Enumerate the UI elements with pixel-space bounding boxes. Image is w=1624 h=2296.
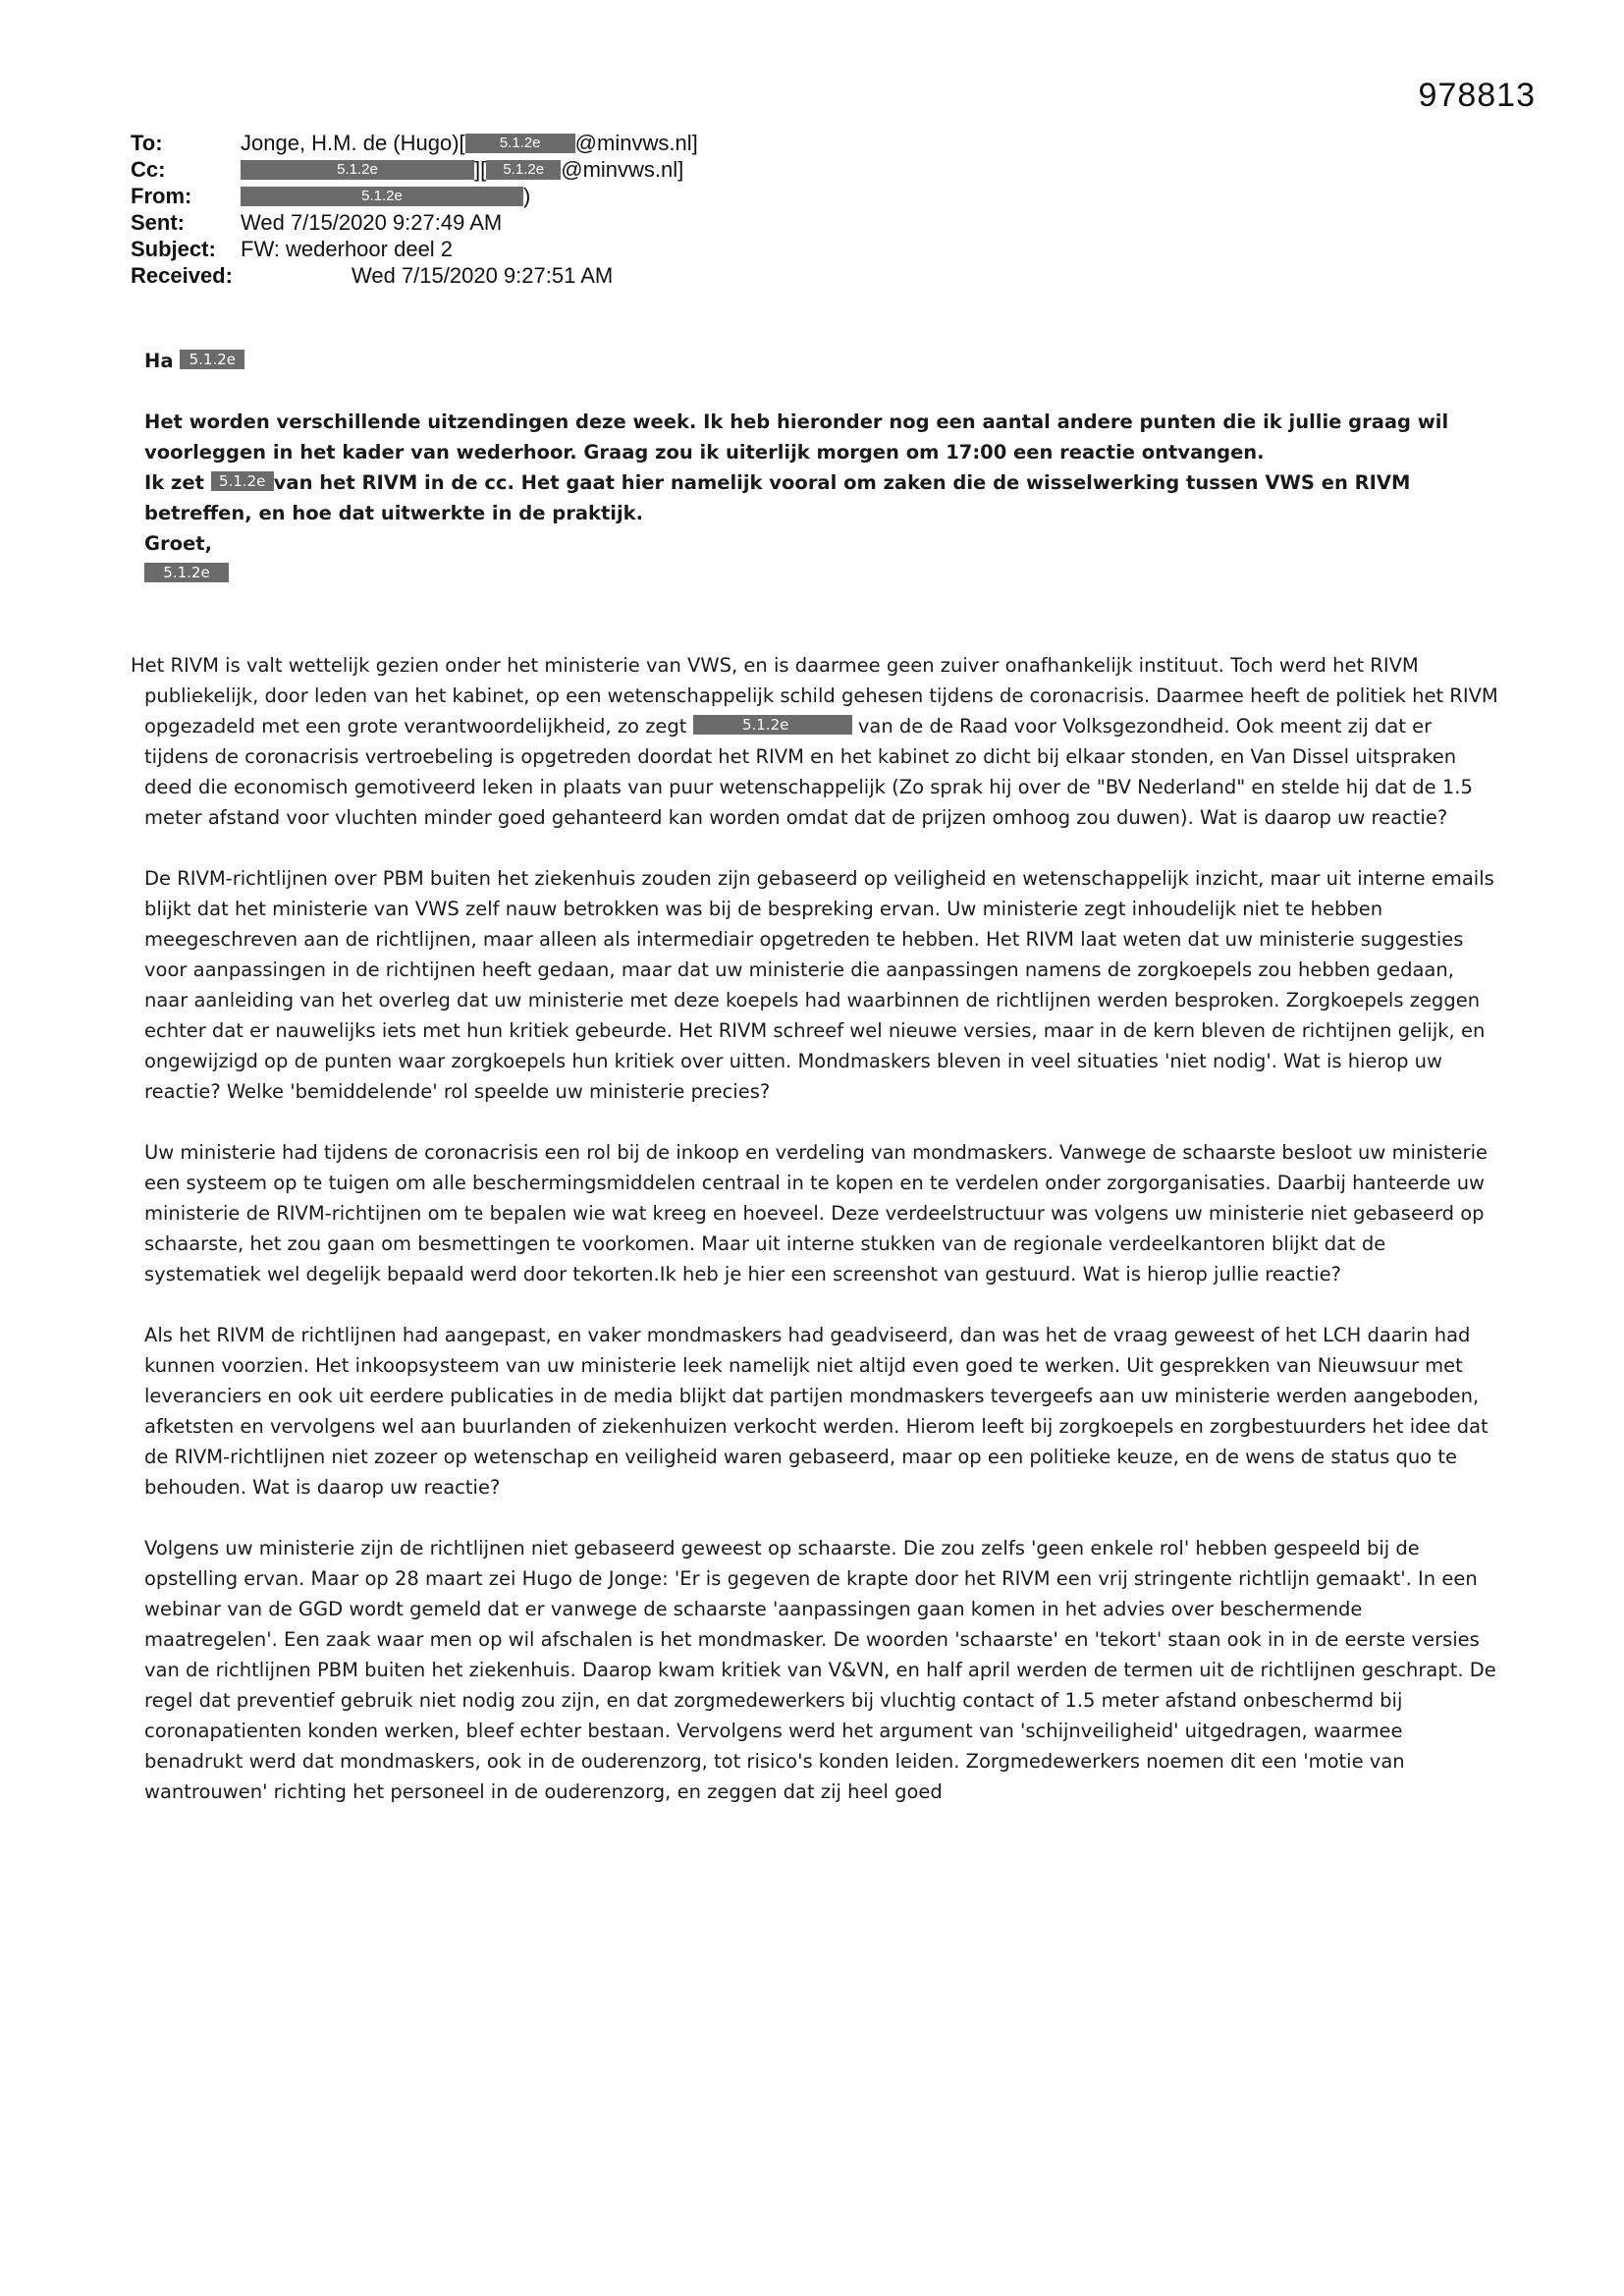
from-close: ) <box>523 184 531 208</box>
redaction-box: 5.1.2e <box>693 715 852 735</box>
paragraph-3: Uw ministerie had tijdens de coronacrisis een rol bij de inkoop en verdeling van mondmaskers. Vanwege de schaarste besloot uw ministerie een systeem op te tuigen om alle beschermingsmiddelen centraal in te kopen en te verdelen onder zorgorganisaties. Daarbij hanteerde uw ministerie de RIVM-richtijnen om te bepalen wie wat kreeg en hoeveel. Deze verdeelstructuur was volgens uw ministerie niet gebaseerd op schaarste, het zou gaan om besmettingen te voorkomen. Maar uit interne stukken van de regionale verdeelkantoren blijkt dat de systematiek wel degelijk bepaald werd door tekorten.Ik heb je hier een screenshot van gestuurd. Wat is hierop jullie reactie? <box>144 1141 1488 1285</box>
cc-label: Cc: <box>131 157 166 182</box>
email-body <box>131 346 1499 1807</box>
from-label: From: <box>131 184 192 208</box>
closing: Groet, <box>144 532 212 555</box>
redaction-box: 5.1.2e <box>144 563 229 582</box>
intro-line-1: Het worden verschillende uitzendingen deze week. Ik heb hieronder nog een aantal andere punten die ik jullie graag wil voorleggen in het kader van wederhoor. Graag zou ik uiterlijk morgen om 17:00 een reactie ontvangen. <box>144 410 1449 464</box>
sent-label: Sent: <box>131 210 185 235</box>
subject-label: Subject: <box>131 237 216 261</box>
intro-line-2 <box>144 467 1499 528</box>
paragraph-1b: van de de Raad voor Volksgezondheid. Ook meent zij dat er tijdens de coronacrisis vertroebeling is opgetreden doordat het RIVM en het kabinet zo dicht bij elkaar stonden, en Van Dissel uitspraken deed die economisch gemotiveerd leken in plaats van puur wetenschappelijk (Zo sprak hij over de "BV Nederland" en stelde hij dat de 1.5 meter afstand voor vluchten minder goed gehanteerd kan worden omdat dat de prijzen omhoog zou duwen). Wat is daarop uw reactie? <box>144 715 1473 829</box>
redaction-box: 5.1.2e <box>241 160 474 180</box>
paragraph-2: De RIVM-richtlijnen over PBM buiten het ziekenhuis zouden zijn gebaseerd op veiligheid en wetenschappelijk inzicht, maar uit interne emails blijkt dat het ministerie van VWS zelf nauw betrokken was bij de bespreking ervan. Uw ministerie zegt inhoudelijk niet te hebben meegeschreven aan de richtlijnen, maar alleen als intermediair opgetreden te hebben. Het RIVM laat weten dat uw ministerie suggesties voor aanpassingen in de richtijnen heeft gedaan, maar dat uw ministerie die aanpassingen namens de zorgkoepels zou hebben gedaan, naar aanleiding van het overleg dat uw ministerie met deze koepels had waarbinnen de richtlijnen werden besproken. Zorgkoepels zeggen echter dat er nauwelijks iets met hun kritiek gebeurde. Het RIVM schreef wel nieuwe versies, maar in de kern bleven de richtijnen gelijk, en ongewijzigd op de punten waar zorgkoepels hun kritiek over uitten. Mondmaskers bleven in veel situaties 'niet nodig'. Wat is hierop uw reactie? Welke 'bemiddelende' rol speelde uw ministerie precies? <box>144 867 1494 1103</box>
subject-value: FW: wederhoor deel 2 <box>241 237 454 261</box>
redaction-box: 5.1.2e <box>211 471 274 491</box>
paragraph-4: Als het RIVM de richtlijnen had aangepast, en vaker mondmaskers had geadviseerd, dan was het de vraag geweest of het LCH daarin had kunnen voorzien. Het inkoopsysteem van uw ministerie leek namelijk niet altijd even goed te werken. Uit gesprekken van Nieuwsuur met leveranciers en ook uit eerdere publicaties in de media blijkt dat partijen mondmaskers tevergeefs aan uw ministerie werden aangeboden, afketsten en vervolgens wel aan buurlanden of ziekenhuizen verkocht werden. Hierom leeft bij zorgkoepels en zorgbestuurders het idee dat de RIVM-richtlijnen niet zozeer op wetenschap en veiligheid waren gebaseerd, maar op een politieke keuze, en de wens de status quo te behouden. Wat is daarop uw reactie? <box>144 1324 1489 1499</box>
from-value <box>241 183 530 209</box>
received-value: Wed 7/15/2020 9:27:51 AM <box>352 263 614 288</box>
document-number: 978813 <box>1418 77 1536 114</box>
received-label: Received: <box>131 263 233 288</box>
paragraph-1 <box>131 650 1499 833</box>
redaction-box: 5.1.2e <box>486 160 561 180</box>
cc-domain: @minvws.nl] <box>561 157 684 182</box>
to-domain: @minvws.nl] <box>574 131 698 155</box>
intro-line-2-pre: Ik zet <box>144 471 204 494</box>
redaction-box: 5.1.2e <box>180 350 244 369</box>
redaction-box: 5.1.2e <box>465 134 575 153</box>
cc-separator: ][ <box>474 157 487 182</box>
greeting <box>144 346 1499 376</box>
redaction-box: 5.1.2e <box>241 187 523 206</box>
to-name: Jonge, H.M. de (Hugo)[ <box>241 131 465 155</box>
paragraph-1a: Het RIVM is valt wettelijk gezien onder het ministerie van VWS, en is daarmee geen zuiver onafhankelijk instituut. Toch werd het RIVM publiekelijk, door leden van het kabinet, op een wetenschappelijk schild gehesen tijdens de coronacrisis. Daarmee heeft de politiek het RIVM opgezadeld met een grote verantwoordelijkheid, zo zegt <box>131 654 1498 738</box>
greeting-text: Ha <box>144 350 174 372</box>
to-label: To: <box>131 131 163 155</box>
signature <box>144 559 1499 589</box>
paragraph-5: Volgens uw ministerie zijn de richtlijnen niet gebaseerd geweest op schaarste. Die zou zelfs 'geen enkele rol' hebben gespeeld bij de opstelling ervan. Maar op 28 maart zei Hugo de Jonge: 'Er is gegeven de krapte door het RIVM een vrij stringente richtlijn gemaakt'. In een webinar van de GGD wordt gemeld dat er vanwege de schaarste 'aanpassingen gaan komen in het advies over beschermende maatregelen'. Een zaak waar men op wil afschalen is het mondmasker. De woorden 'schaarste' en 'tekort' staan ook in in de eerste versies van de richtlijnen PBM buiten het ziekenhuis. Daarop kwam kritiek van V&VN, en half april werden de termen uit de richtlijnen geschrapt. De regel dat preventief gebruik niet nodig zou zijn, en dat zorgmedewerkers bij vluchtig contact of 1.5 meter afstand onbeschermd bij coronapatienten konden werken, bleef echter bestaan. Vervolgens werd het argument van 'schijnveiligheid' uitgedragen, waarmee benadrukt werd dat mondmaskers, ook in de ouderenzorg, tot risico's konden leiden. Zorgmedewerkers noemen dit een 'motie van wantrouwen' richting het personeel in de ouderenzorg, en zeggen dat zij heel goed <box>144 1537 1496 1803</box>
cc-value <box>241 156 683 183</box>
intro-line-2-post: van het RIVM in de cc. Het gaat hier namelijk vooral om zaken die de wisselwerking tussen VWS en RIVM betreffen, en hoe dat uitwerkte in de praktijk. <box>144 471 1411 524</box>
to-value <box>241 130 698 156</box>
sent-value: Wed 7/15/2020 9:27:49 AM <box>241 210 503 235</box>
